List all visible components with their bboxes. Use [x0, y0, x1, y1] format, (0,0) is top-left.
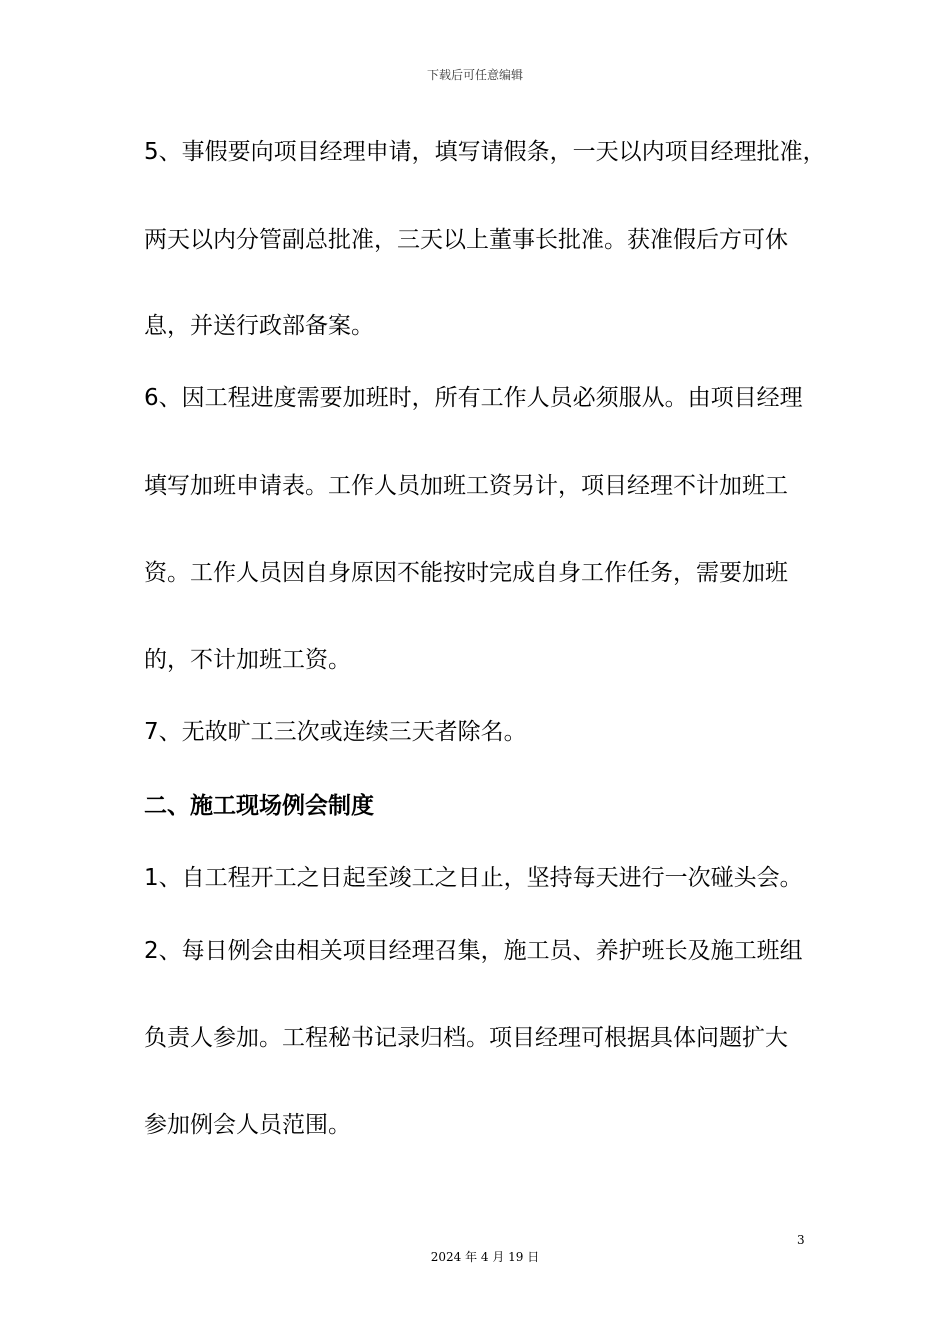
paragraph-line: 参加例会人员范围。 — [144, 1112, 351, 1138]
page-number: 3 — [797, 1233, 805, 1247]
paragraph-line: 负责人参加。工程秘书记录归档。项目经理可根据具体问题扩大 — [144, 1025, 788, 1051]
paragraph-line: 两天以内分管副总批准，三天以上董事长批准。获准假后方可休 — [144, 227, 788, 253]
paragraph-line: 资。工作人员因自身原因不能按时完成自身工作任务，需要加班 — [144, 560, 788, 586]
footer-date: 2024 年 4 月 19 日 — [430, 1250, 540, 1264]
paragraph-line: 7、无故旷工三次或连续三天者除名。 — [144, 719, 527, 745]
section-heading: 二、施工现场例会制度 — [144, 793, 374, 819]
paragraph-line: 5、事假要向项目经理申请，填写请假条，一天以内项目经理批准， — [144, 139, 826, 165]
paragraph-line: 1、自工程开工之日起至竣工之日止，坚持每天进行一次碰头会。 — [144, 865, 803, 891]
paragraph-line: 的，不计加班工资。 — [144, 647, 351, 673]
page-header-note: 下载后可任意编辑 — [426, 68, 523, 82]
paragraph-line: 2、每日例会由相关项目经理召集，施工员、养护班长及施工班组 — [144, 938, 803, 964]
paragraph-line: 6、因工程进度需要加班时，所有工作人员必须服从。由项目经理 — [144, 385, 803, 411]
paragraph-line: 息，并送行政部备案。 — [144, 313, 374, 339]
paragraph-line: 填写加班申请表。工作人员加班工资另计，项目经理不计加班工 — [144, 473, 788, 499]
